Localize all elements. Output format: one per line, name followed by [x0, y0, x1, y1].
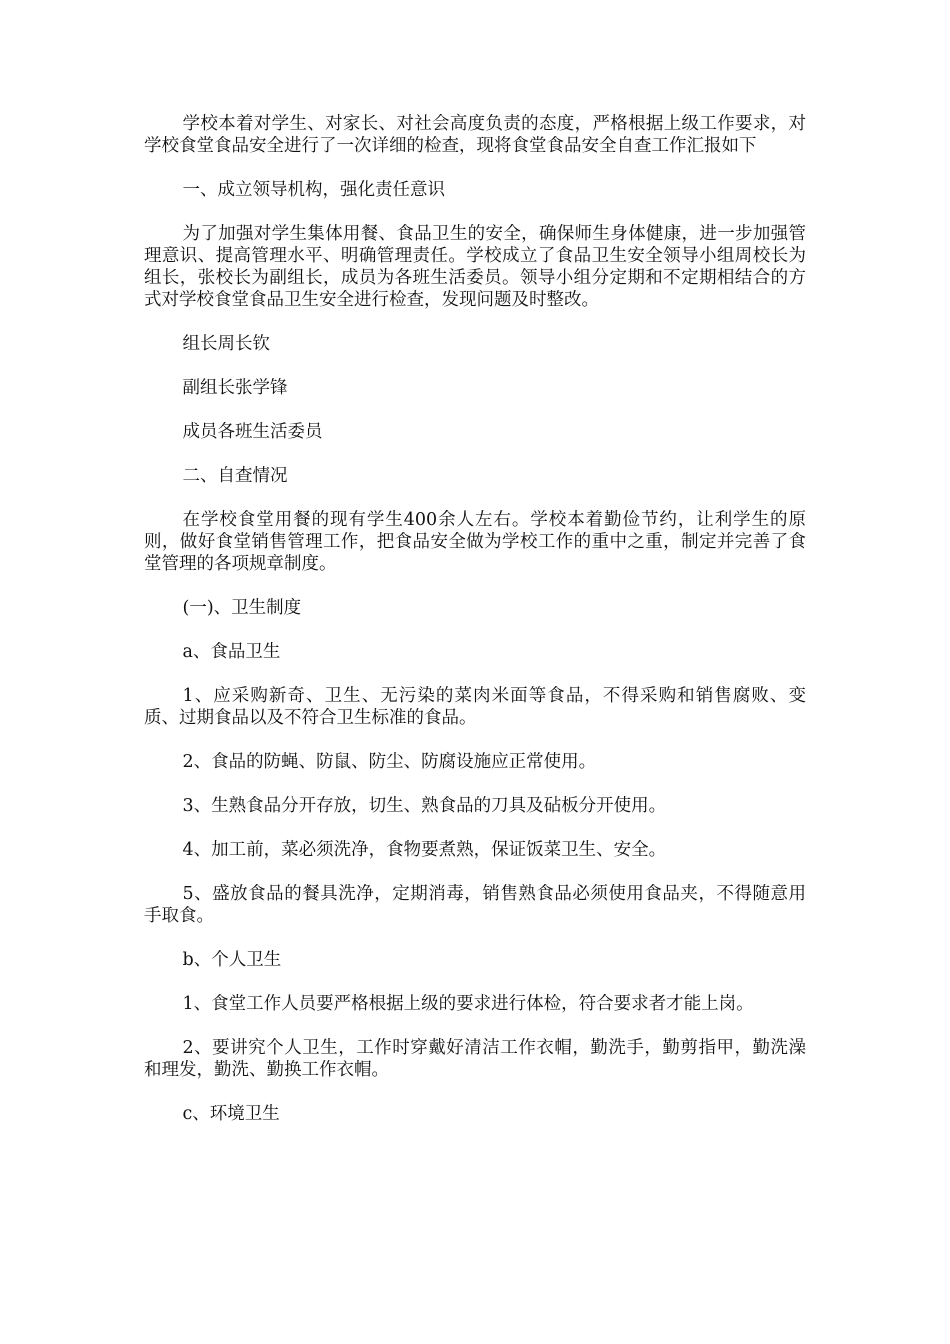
section-heading-1: 一、成立领导机构，强化责任意识	[182, 180, 445, 200]
item-heading-c: c、环境卫生	[182, 1104, 280, 1124]
list-item: 4、加工前，菜必须洗净，食物要煮熟，保证饭菜卫生、安全。	[182, 840, 667, 860]
leader-line: 组长周长钦	[182, 334, 270, 354]
item-heading-a: a、食品卫生	[182, 642, 281, 662]
section-heading-2: 二、自查情况	[182, 466, 288, 486]
intro-paragraph: 学校本着对学生、对家长、对社会高度负责的态度，严格根据上级工作要求，对学校食堂食品安全进行了一次详细的检查，现将食堂食品安全自查工作汇报如下	[144, 114, 806, 156]
list-item: 3、生熟食品分开存放，切生、熟食品的刀具及砧板分开使用。	[182, 796, 667, 816]
list-item: 2、要讲究个人卫生，工作时穿戴好清洁工作衣帽，勤洗手，勤剪指甲，勤洗澡和理发，勤洗、勤换工作衣帽。	[144, 1038, 806, 1080]
document-body	[144, 113, 806, 1147]
subsection-heading: (一)、卫生制度	[182, 598, 302, 618]
list-item: 1、应采购新奇、卫生、无污染的菜肉米面等食品，不得采购和销售腐败、变质、过期食品以及不符合卫生标准的食品。	[144, 686, 806, 728]
item-heading-b: b、个人卫生	[182, 950, 282, 970]
deputy-leader-line: 副组长张学锋	[182, 378, 288, 398]
list-item: 5、盛放食品的餐具洗净，定期消毒，销售熟食品必须使用食品夹，不得随意用手取食。	[144, 884, 806, 926]
body-paragraph: 在学校食堂用餐的现有学生400余人左右。学校本着勤俭节约，让利学生的原则，做好食堂销售管理工作，把食品安全做为学校工作的重中之重，制定并完善了食堂管理的各项规章制度。	[144, 510, 806, 574]
members-line: 成员各班生活委员	[182, 422, 323, 442]
list-item: 1、食堂工作人员要严格根据上级的要求进行体检，符合要求者才能上岗。	[182, 994, 754, 1014]
body-paragraph: 为了加强对学生集体用餐、食品卫生的安全，确保师生身体健康，进一步加强管理意识、提高管理水平、明确管理责任。学校成立了食品卫生安全领导小组周校长为组长，张校长为副组长，成员为各班生活委员。领导小组分定期和不定期相结合的方式对学校食堂食品卫生安全进行检查，发现问题及时整改。	[144, 224, 806, 310]
list-item: 2、食品的防蝇、防鼠、防尘、防腐设施应正常使用。	[182, 752, 597, 772]
